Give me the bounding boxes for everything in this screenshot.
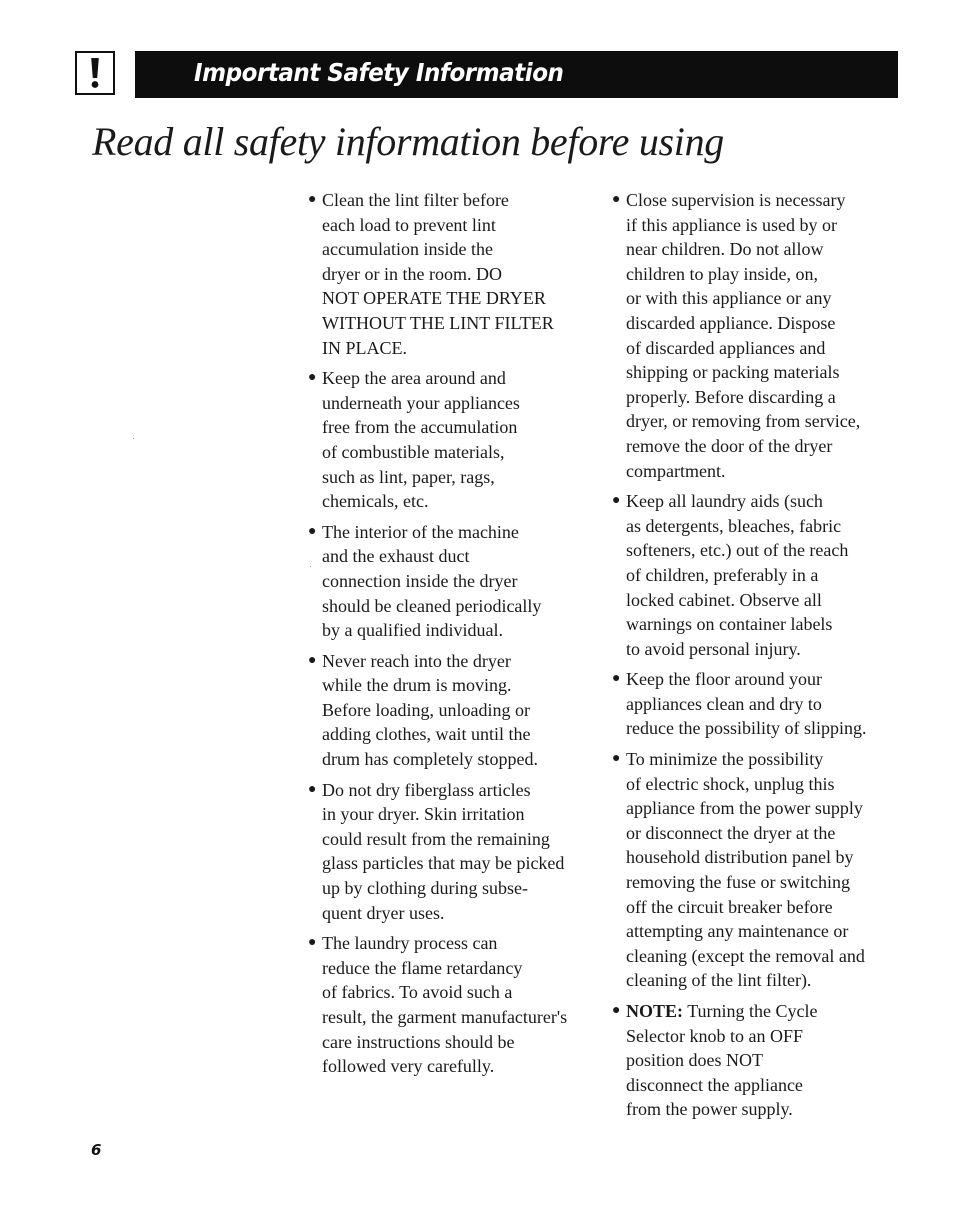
safety-item [306,649,598,772]
bullet-icon: ● [612,192,621,207]
scan-speck [310,566,311,567]
bullet-icon: ● [612,671,621,687]
bullet-icon: ● [612,493,621,509]
safety-item-text: Clean the lint filter before each load to prevent lint accumulation inside the dryer or in the room. DO NOT OPERATE THE DRYER WITHOUT THE LINT FILTER IN PLACE. [322,190,554,358]
header-title: Important Safety Information [194,58,564,87]
safety-item-text: The interior of the machine and the exhaust duct connection inside the dryer should be cleaned periodically by a qualified individual. [322,521,542,641]
safety-item [610,667,902,741]
warning-box [75,51,115,95]
safety-item [306,931,598,1079]
bullet-icon: ● [308,781,317,797]
bullet-icon: ● [308,192,317,207]
note-body: Turning the Cycle Selector knob to an OFF position does NOT disconnect the appliance from the power supply. [626,1001,818,1120]
safety-item-text: Keep all laundry aids (such as detergents, bleaches, fabric softeners, etc.) out of the reach of children, preferably in a locked cabinet. Observe all warnings on container labels to avoid personal injury. [626,491,849,659]
note-text [626,1001,818,1119]
scan-speck [133,438,134,439]
bullet-icon: ● [308,523,317,539]
safety-item-text: Keep the floor around your appliances clean and dry to reduce the possibility of slipping. [626,669,867,739]
right-column [610,188,902,1128]
safety-item [306,778,598,926]
left-column [306,188,598,1085]
safety-item-text: To minimize the possibility of electric shock, unplug this appliance from the power supply or disconnect the dryer at the household distribution panel by removing the fuse or switching off the circuit breaker before attempting any maintenance or cleaning (except the removal and cleaning of the lint filter). [626,749,865,991]
safety-item [306,188,598,360]
safety-item [610,747,902,993]
bullet-icon: ● [308,935,317,951]
safety-item [610,489,902,661]
safety-item-text: Do not dry fiberglass articles in your dryer. Skin irritation could result from the remaining glass particles that may be picked up by clothing during subse- quent dryer uses. [322,779,565,923]
page-subtitle: Read all safety information before using [92,119,725,164]
bullet-icon: ● [308,652,317,668]
bullet-icon: ● [612,751,621,767]
safety-item-text: Never reach into the dryer while the drum is moving. Before loading, unloading or adding clothes, wait until the drum has completely stopped. [322,650,538,770]
header-bar [135,51,898,98]
safety-item [610,188,902,483]
bullet-icon: ● [612,1003,621,1018]
bullet-icon: ● [308,370,317,386]
safety-item-text: The laundry process can reduce the flame retardancy of fabrics. To avoid such a result, the garment manufacturer's care instructions should be followed very carefully. [322,933,568,1077]
safety-item-text: Close supervision is necessary if this appliance is used by or near children. Do not allow children to play inside, on, or with this appliance or any discarded appliance. Dispose of discarded appliances and shipping or packing materials properly. Before discarding a dryer, or removing from service, remove the door of the dryer compartment. [626,190,861,481]
note-item [610,999,902,1122]
note-label: NOTE: [626,1001,684,1021]
page-number: 6 [91,1141,102,1159]
safety-item-text: Keep the area around and underneath your appliances free from the accumulation of combustible materials, such as lint, paper, rags, chemicals, etc. [322,368,520,512]
exclamation-icon [77,53,113,93]
safety-item [306,366,598,514]
safety-item [306,520,598,643]
